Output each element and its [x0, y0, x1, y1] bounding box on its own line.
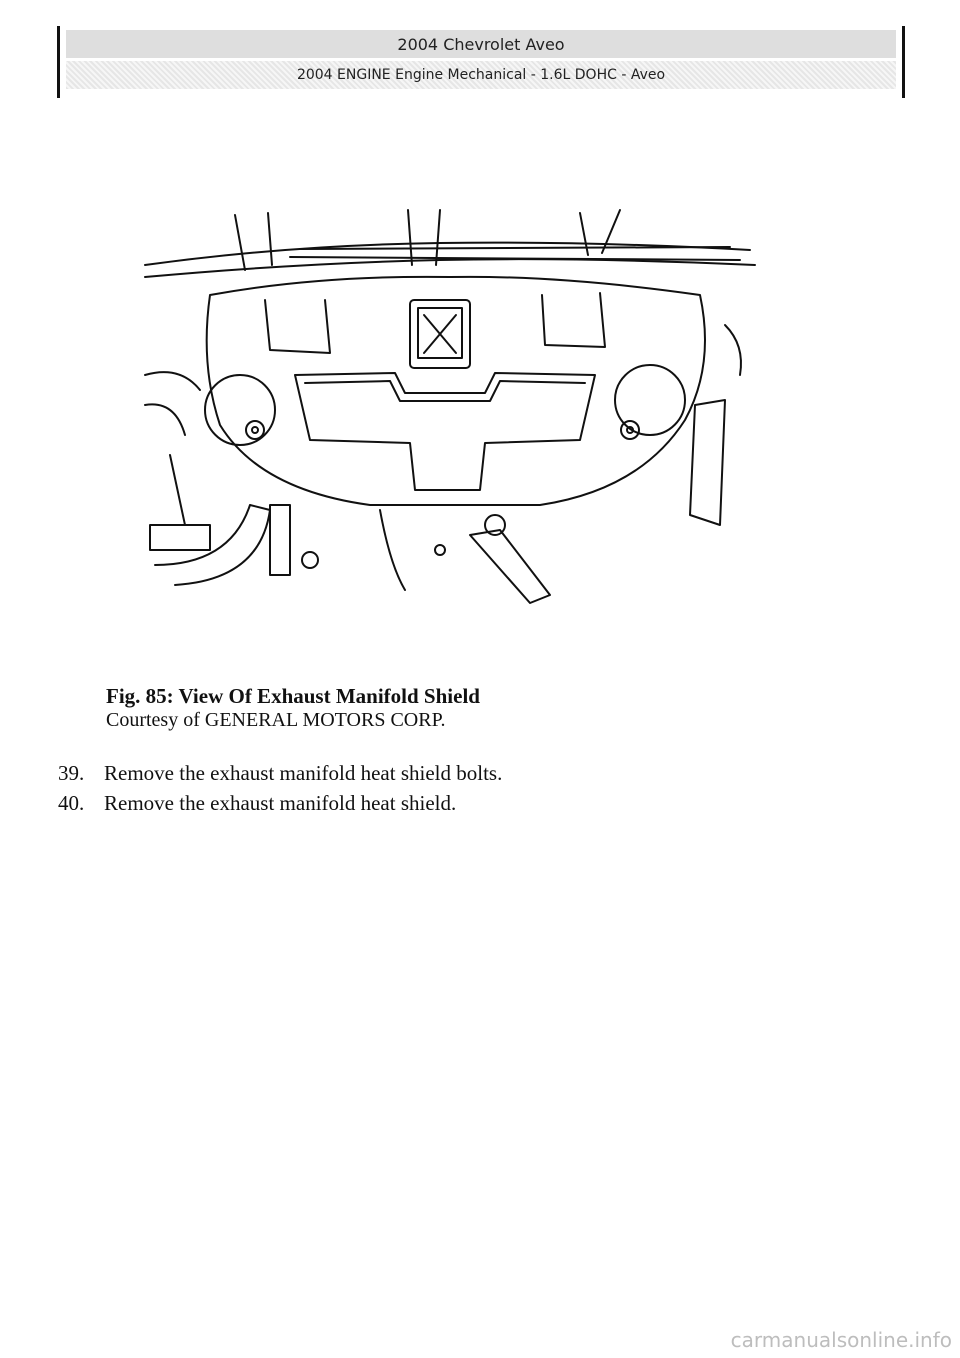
step-text: Remove the exhaust manifold heat shield bolts. [104, 760, 503, 785]
page-header [57, 26, 905, 98]
step-text: Remove the exhaust manifold heat shield. [104, 790, 457, 815]
step-item [58, 788, 502, 818]
step-number: 40. [58, 790, 85, 815]
figure-caption [106, 684, 480, 732]
watermark: carmanualsonline.info [730, 1328, 952, 1352]
caption-credit: Courtesy of GENERAL MOTORS CORP. [106, 709, 446, 731]
step-number: 39. [58, 760, 85, 785]
exhaust-manifold-illustration [140, 205, 760, 610]
document-title: 2004 Chevrolet Aveo [66, 30, 896, 58]
document-subtitle: 2004 ENGINE Engine Mechanical - 1.6L DOHC - Aveo [66, 61, 896, 89]
step-item [58, 758, 502, 788]
procedure-steps [58, 758, 502, 818]
caption-title: Fig. 85: View Of Exhaust Manifold Shield [106, 684, 480, 708]
